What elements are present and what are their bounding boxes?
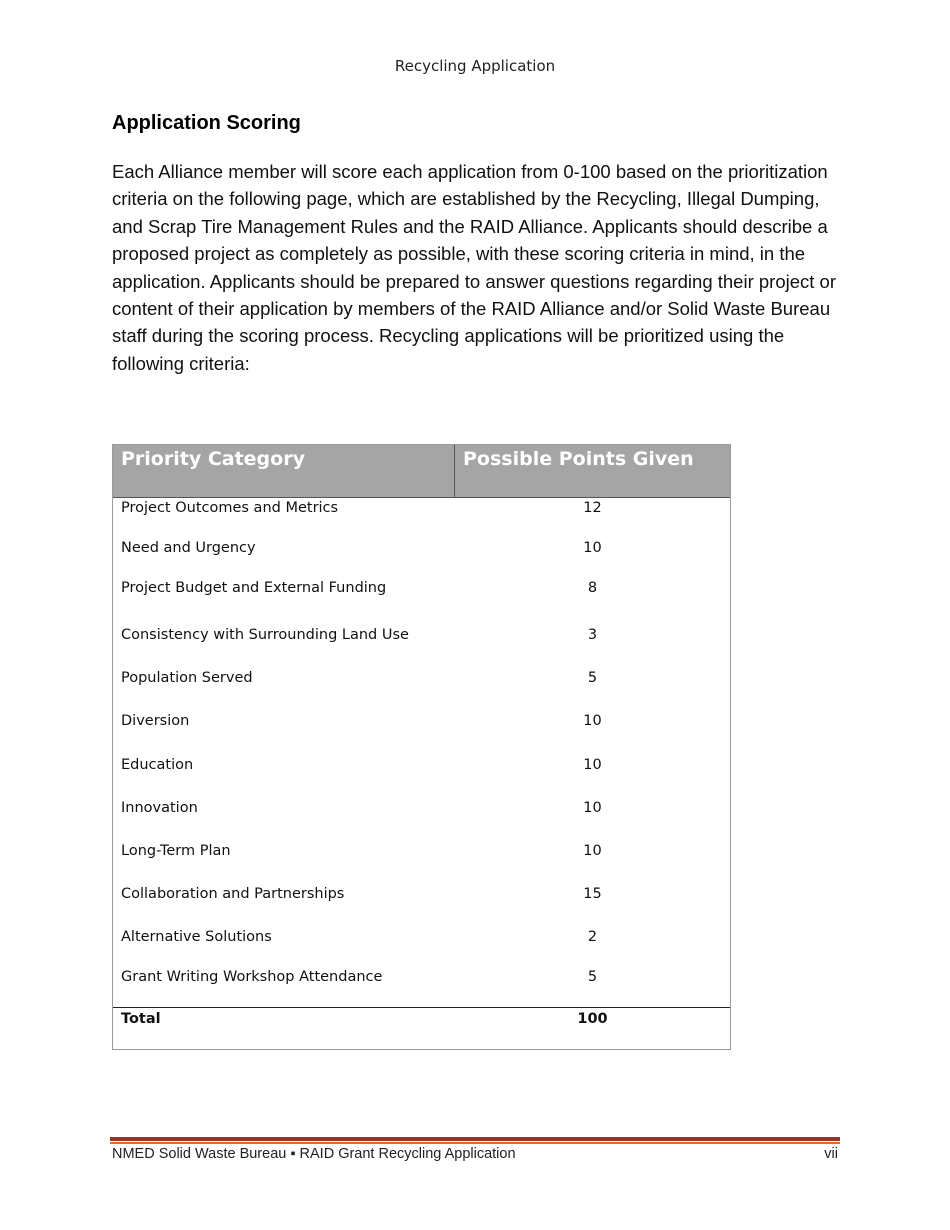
table-row — [113, 800, 730, 822]
table-row — [113, 843, 730, 865]
row-points: 15 — [583, 886, 602, 902]
section-heading: Application Scoring — [112, 112, 301, 134]
row-category: Alternative Solutions — [121, 929, 272, 945]
row-category: Diversion — [121, 713, 190, 729]
row-category: Need and Urgency — [121, 540, 256, 556]
table-row — [113, 757, 730, 779]
table-row — [113, 929, 730, 951]
total-divider — [113, 1007, 730, 1008]
row-points: 8 — [587, 580, 598, 596]
row-points: 10 — [583, 800, 602, 816]
table-row — [113, 713, 730, 735]
row-category: Education — [121, 757, 194, 773]
table-row — [113, 540, 730, 562]
footer-text: NMED Solid Waste Bureau ▪ RAID Grant Recycling Application — [112, 1146, 516, 1162]
intro-paragraph: Each Alliance member will score each application from 0-100 based on the prioritization criteria on the following page, which are established by the Recycling, Illegal Dumping, and Scrap Tire Management Rules and the RAID Alliance. Applicants should describe a proposed project as completely as possible, with these scoring criteria in mind, in the application. Applicants should be prepared to answer questions regarding their project or content of their application by members of the RAID Alliance and/or Solid Waste Bureau staff during the scoring process. Recycling applications will be prioritized using the following criteria: — [112, 161, 837, 374]
row-category: Grant Writing Workshop Attendance — [121, 969, 383, 985]
row-category: Collaboration and Partnerships — [121, 886, 345, 902]
footer-rule-orange — [110, 1142, 840, 1144]
header-priority-category: Priority Category — [113, 445, 455, 497]
page-number: vii — [824, 1146, 838, 1162]
scoring-table — [112, 444, 731, 1050]
row-category: Population Served — [121, 670, 253, 686]
header-possible-points: Possible Points Given — [463, 448, 694, 470]
row-category: Project Outcomes and Metrics — [121, 500, 339, 516]
total-label: Total — [121, 1011, 161, 1027]
row-points: 10 — [583, 713, 602, 729]
row-category: Long-Term Plan — [121, 843, 231, 859]
table-row — [113, 580, 730, 602]
total-points: 100 — [577, 1011, 608, 1027]
row-points: 10 — [583, 757, 602, 773]
row-category: Project Budget and External Funding — [121, 580, 387, 596]
row-category: Innovation — [121, 800, 198, 816]
row-points: 2 — [587, 929, 598, 945]
row-points: 3 — [587, 627, 598, 643]
table-row — [113, 627, 730, 649]
table-row — [113, 886, 730, 908]
row-points: 5 — [587, 670, 598, 686]
running-header: Recycling Application — [394, 57, 556, 75]
row-category: Consistency with Surrounding Land Use — [121, 627, 409, 643]
row-points: 10 — [583, 540, 602, 556]
table-row — [113, 500, 730, 522]
row-points: 10 — [583, 843, 602, 859]
table-header-row — [113, 445, 730, 498]
row-points: 5 — [587, 969, 598, 985]
row-points: 12 — [583, 500, 602, 516]
table-row — [113, 670, 730, 692]
table-row — [113, 969, 730, 991]
total-row — [113, 1011, 730, 1033]
footer-rule-dark — [110, 1137, 840, 1141]
